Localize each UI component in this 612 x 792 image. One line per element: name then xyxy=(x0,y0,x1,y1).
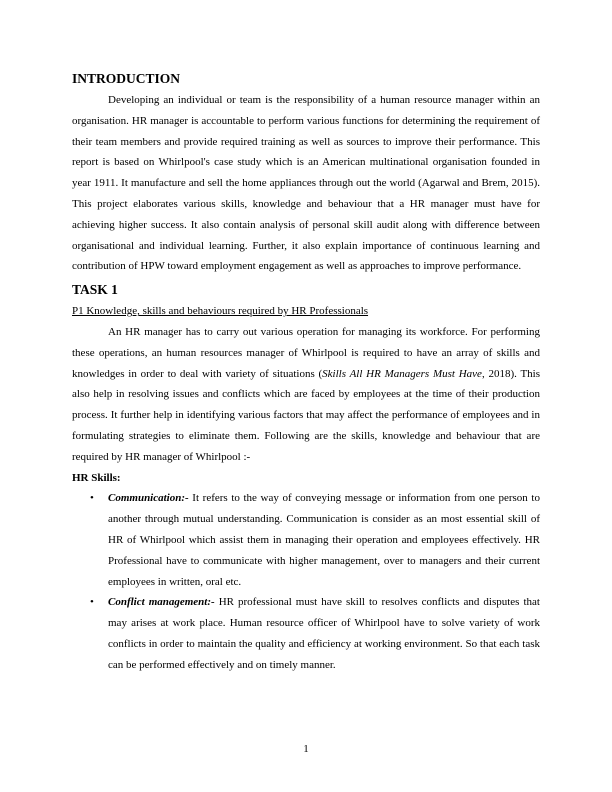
hr-skills-list xyxy=(72,488,540,675)
introduction-paragraph: Developing an individual or team is the responsibility of a human resource manager within an organisation. HR manager is accountable to perform various functions for determining the requirement of their team members and provide required training as well as sources to improve their performance. This report is based on Whirlpool's case study which is an American multinational organisation founded in year 1911. It manufacture and sell the home appliances through out the world (Agarwal and Brem, 2015). This project elaborates various skills, knowledge and behaviour that a HR manager must have for achieving higher success. It also contain analysis of personal skill audit along with difference between organisational and individual learning. Further, it also explain importance of continuous learning and contribution of HPW toward employment engagement as well as approaches to improve performance. xyxy=(72,94,540,273)
skill-item-communication xyxy=(72,488,540,592)
skill-text: It refers to the way of conveying message or information from one person to another through mutual understanding. Communication is consider as an most essential skill of HR of Whirlpool which assist them in managing their operation and employees effectively. HR Professional have to communicate with higher management, over to managers and their current employees in written, oral etc. xyxy=(108,492,540,588)
bullet-icon: • xyxy=(90,492,94,505)
document-page xyxy=(72,70,540,676)
task1-paragraph-part1: An HR manager has to carry out various operation for managing its workforce. For performing these operations, an human resources manager of Whirlpool is required to have an array of skills and knowledges in order to deal with variety of situations ( xyxy=(72,325,540,380)
task1-paragraph xyxy=(72,322,540,468)
task1-paragraph-part2: , 2018). This also help in resolving issues and conflicts which are faced by employees at the time of their production process. It further help in identifying various factors that may affect the performance of employees and in formulating strategies to eliminate them. Following are the skills, knowledge and behaviour that are required by HR manager of Whirlpool :- xyxy=(72,367,541,463)
hr-skills-heading: HR Skills: xyxy=(72,471,121,484)
skill-text: HR professional must have skill to resolves conflicts and disputes that may arises at work place. Human resource officer of Whirlpool have to solve variety of work conflicts in order to maintain the quality and efficiency at working environment. So that each task can be performed effectively and on timely manner. xyxy=(108,596,540,671)
skill-term: Conflict management:- xyxy=(108,596,215,609)
bullet-icon: • xyxy=(90,596,94,609)
page-number: 1 xyxy=(303,743,309,755)
skill-item-conflict-management xyxy=(72,592,540,675)
task1-subheading: P1 Knowledge, skills and behaviours required by HR Professionals xyxy=(72,305,369,318)
task1-citation: Skills All HR Managers Must Have xyxy=(322,367,482,380)
skill-term: Communication:- xyxy=(108,492,189,505)
introduction-heading: INTRODUCTION xyxy=(72,71,181,86)
task1-heading: TASK 1 xyxy=(72,282,118,298)
